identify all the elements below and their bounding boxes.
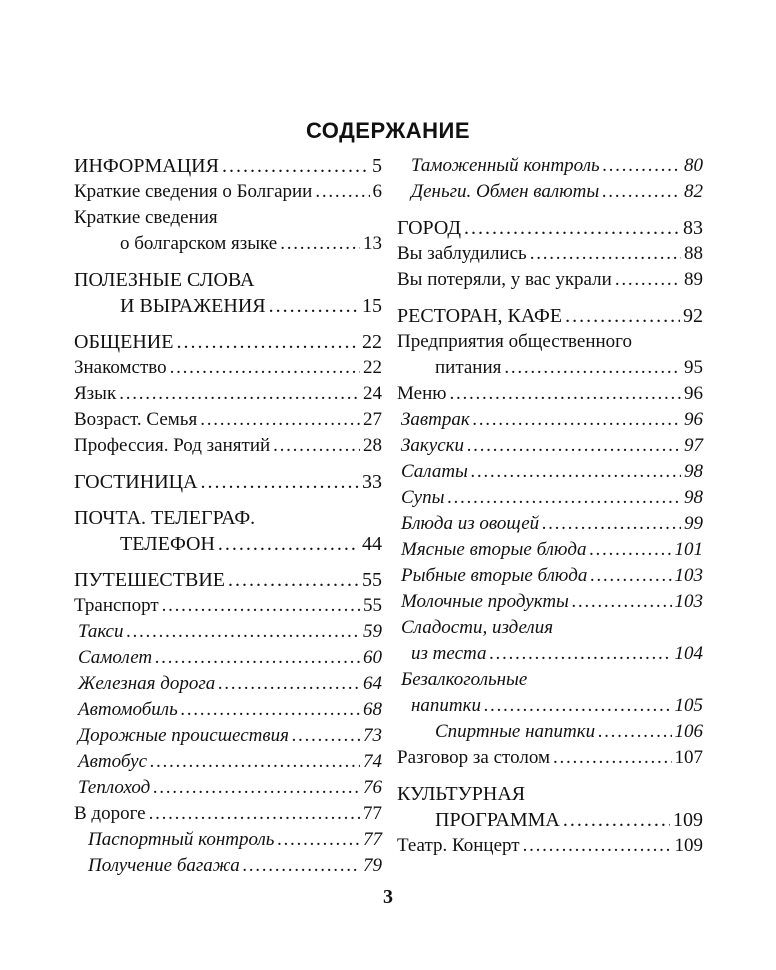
toc-entry-line1: ПОЛЕЗНЫЕ СЛОВА	[74, 269, 255, 291]
toc-entry: Профессия. Род занятий . . . 28	[74, 433, 382, 459]
toc-entry: Завтрак . . . 96	[397, 407, 703, 433]
toc-entry: В дороге . . . 77	[74, 801, 382, 827]
toc-entry-line1: КУЛЬТУРНАЯ	[397, 783, 526, 805]
toc-entry: напитки . . . 105	[397, 693, 703, 719]
toc-entry: Разговор за столом . . . 107	[397, 745, 703, 771]
page-number: 3	[383, 886, 393, 908]
toc-entry: ПУТЕШЕСТВИЕ . . . 55	[74, 567, 382, 593]
toc-entry: Автобус . . . 74	[74, 749, 382, 775]
toc-entry: Теплоход . . . 76	[74, 775, 382, 801]
toc-entry: питания . . . 95	[397, 355, 703, 381]
toc-entry: Закуски . . . 97	[397, 433, 703, 459]
toc-entry: Автомобиль . . . 68	[74, 697, 382, 723]
toc-entry: Супы . . . 98	[397, 485, 703, 511]
toc-entry: о болгарском языке . . . 13	[74, 231, 382, 257]
toc-entry: Дорожные происшествия . . . 73	[74, 723, 382, 749]
toc-entry-line1: ПОЧТА. ТЕЛЕГРАФ.	[74, 507, 256, 529]
toc-entry: ОБЩЕНИЕ . . . 22	[74, 329, 382, 355]
toc-entry: Таможенный контроль . . . 80	[397, 153, 703, 179]
toc-entry: Такси . . . 59	[74, 619, 382, 645]
toc-entry: Знакомство . . . 22	[74, 355, 382, 381]
toc-entry: Спиртные напитки . . . 106	[397, 719, 703, 745]
toc-entry: Паспортный контроль . . . 77	[74, 827, 382, 853]
page-title: СОДЕРЖАНИЕ	[305, 118, 471, 143]
toc-entry: ПРОГРАММА . . . 109	[397, 807, 703, 833]
toc-entry: Театр. Концерт . . . 109	[397, 833, 703, 859]
toc-entry: Получение багажа . . . 79	[74, 853, 382, 879]
toc-entry-line1: Предприятия общественного	[397, 331, 632, 352]
toc-entry-line1: Сладости, изделия	[401, 617, 554, 638]
toc-entry: Блюда из овощей . . . 99	[397, 511, 703, 537]
toc-entry: Молочные продукты . . . 103	[397, 589, 703, 615]
toc-entry: ГОРОД . . . 83	[397, 215, 703, 241]
toc-entry: из теста . . . 104	[397, 641, 703, 667]
toc-entry: Транспорт . . . 55	[74, 593, 382, 619]
toc-entry: Меню . . . 96	[397, 381, 703, 407]
toc-entry: ГОСТИНИЦА . . . 33	[74, 469, 382, 495]
toc-right-column	[397, 153, 703, 859]
toc-entry: И ВЫРАЖЕНИЯ . . . 15	[74, 293, 382, 319]
toc-entry: Возраст. Семья . . . 27	[74, 407, 382, 433]
toc-entry: ИНФОРМАЦИЯ . . . 5	[74, 153, 382, 179]
toc-left-column	[74, 153, 382, 879]
toc-entry-line1: Безалкогольные	[401, 669, 528, 690]
toc-entry: Железная дорога . . . 64	[74, 671, 382, 697]
toc-entry: Салаты . . . 98	[397, 459, 703, 485]
toc-entry: Краткие сведения о Болгарии . . . 6	[74, 179, 382, 205]
toc-entry: Рыбные вторые блюда . . . 103	[397, 563, 703, 589]
toc-entry: ТЕЛЕФОН . . . 44	[74, 531, 382, 557]
toc-entry: РЕСТОРАН, КАФЕ . . . 92	[397, 303, 703, 329]
toc-entry: Вы потеряли, у вас украли . . . 89	[397, 267, 703, 293]
toc-entry: Деньги. Обмен валюты . . . 82	[397, 179, 703, 205]
toc-entry: Самолет . . . 60	[74, 645, 382, 671]
toc-entry: Язык . . . 24	[74, 381, 382, 407]
toc-entry: Вы заблудились . . . 88	[397, 241, 703, 267]
toc-entry: Мясные вторые блюда . . . 101	[397, 537, 703, 563]
toc-entry-line1: Краткие сведения	[74, 207, 218, 228]
